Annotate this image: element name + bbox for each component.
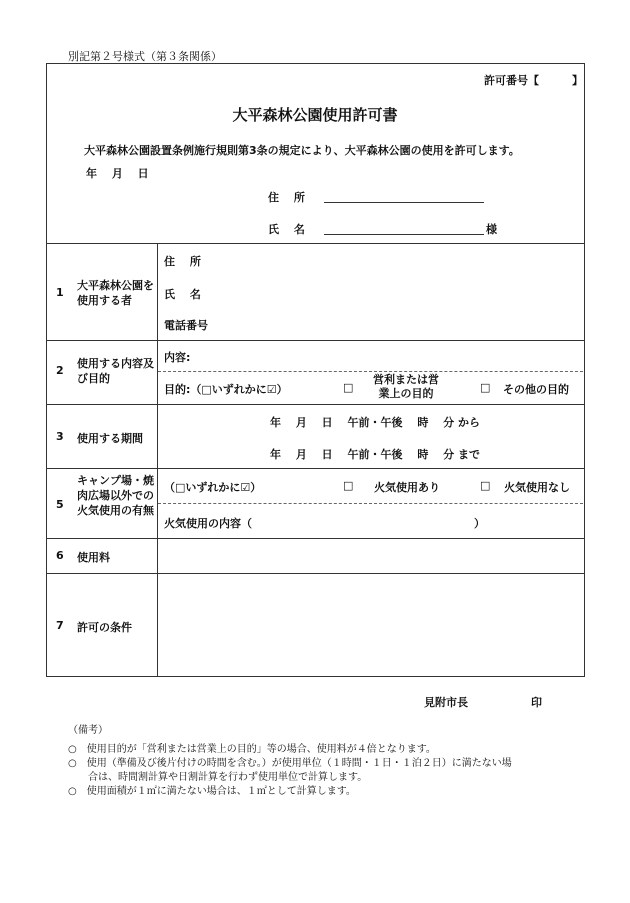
- option-fire-no: 火気使用なし: [504, 481, 570, 494]
- checkbox-fire-yes[interactable]: □: [343, 479, 354, 492]
- note-item: ○ 使用面積が１㎡に満たない場合は、１㎡として計算します。: [68, 786, 356, 797]
- row5-instruction: （□いずれかに☑）: [164, 481, 262, 494]
- note-item: 合は、時間割計算や日割計算を行わず使用単位で計算します。: [68, 772, 368, 783]
- honorific: 様: [486, 223, 497, 236]
- period-from: 年 月 日 午前・午後 時 分 から: [270, 416, 480, 429]
- row5-label: キャンプ場・焼肉広場以外での火気使用の有無: [77, 474, 154, 517]
- checkbox-fire-no[interactable]: □: [480, 479, 491, 492]
- notes-heading: （備考）: [68, 725, 108, 736]
- option-commercial: 営利または営業上の目的: [373, 373, 439, 400]
- row6-label: 使用料: [77, 551, 110, 564]
- row5-number: 5: [56, 498, 64, 511]
- option-other: その他の目的: [503, 383, 569, 396]
- row3-number: 3: [56, 430, 64, 443]
- fire-detail-label: 火気使用の内容（: [164, 517, 252, 530]
- checkbox-commercial[interactable]: □: [343, 381, 354, 394]
- row2-purpose: 目的:（□いずれかに☑）: [164, 383, 288, 396]
- row1-label: 大平森林公園を使用する者: [77, 279, 154, 307]
- note-item: ○ 使用（準備及び後片付けの時間を含む。）が使用単位（１時間・１日・１泊２日）に満たない場: [68, 758, 512, 769]
- option-fire-yes: 火気使用あり: [374, 481, 440, 494]
- row2-content: 内容:: [164, 351, 191, 364]
- date-line: 年 月 日: [86, 167, 149, 180]
- page-title: 大平森林公園使用許可書: [232, 106, 398, 124]
- row1-name: 氏 名: [164, 288, 201, 301]
- form-label: 別記第２号様式（第３条関係）: [68, 50, 222, 63]
- header-address-label: 住 所: [268, 191, 305, 204]
- period-to: 年 月 日 午前・午後 時 分 まで: [270, 448, 480, 461]
- row1-phone: 電話番号: [164, 319, 208, 332]
- row7-label: 許可の条件: [77, 621, 132, 634]
- mayor-label: 見附市長: [424, 696, 468, 709]
- row1-number: 1: [56, 286, 64, 299]
- row3-label: 使用する期間: [77, 432, 143, 445]
- row2-number: 2: [56, 364, 64, 377]
- permit-number: 許可番号【 】: [484, 74, 583, 87]
- header-address-line: [324, 202, 484, 203]
- header-name-label: 氏 名: [268, 223, 305, 236]
- row1-address: 住 所: [164, 255, 201, 268]
- row7-number: 7: [56, 619, 64, 632]
- seal-label: 印: [531, 696, 542, 709]
- note-item: ○ 使用目的が「営利または営業上の目的」等の場合、使用料が４倍となります。: [68, 744, 436, 755]
- fire-detail-close: ）: [474, 517, 485, 530]
- header-name-line: [324, 234, 484, 235]
- intro-text: 大平森林公園設置条例施行規則第3条の規定により、大平森林公園の使用を許可します。: [84, 144, 520, 157]
- row2-label: 使用する内容及び目的: [77, 357, 154, 385]
- checkbox-other[interactable]: □: [480, 381, 491, 394]
- row6-number: 6: [56, 549, 64, 562]
